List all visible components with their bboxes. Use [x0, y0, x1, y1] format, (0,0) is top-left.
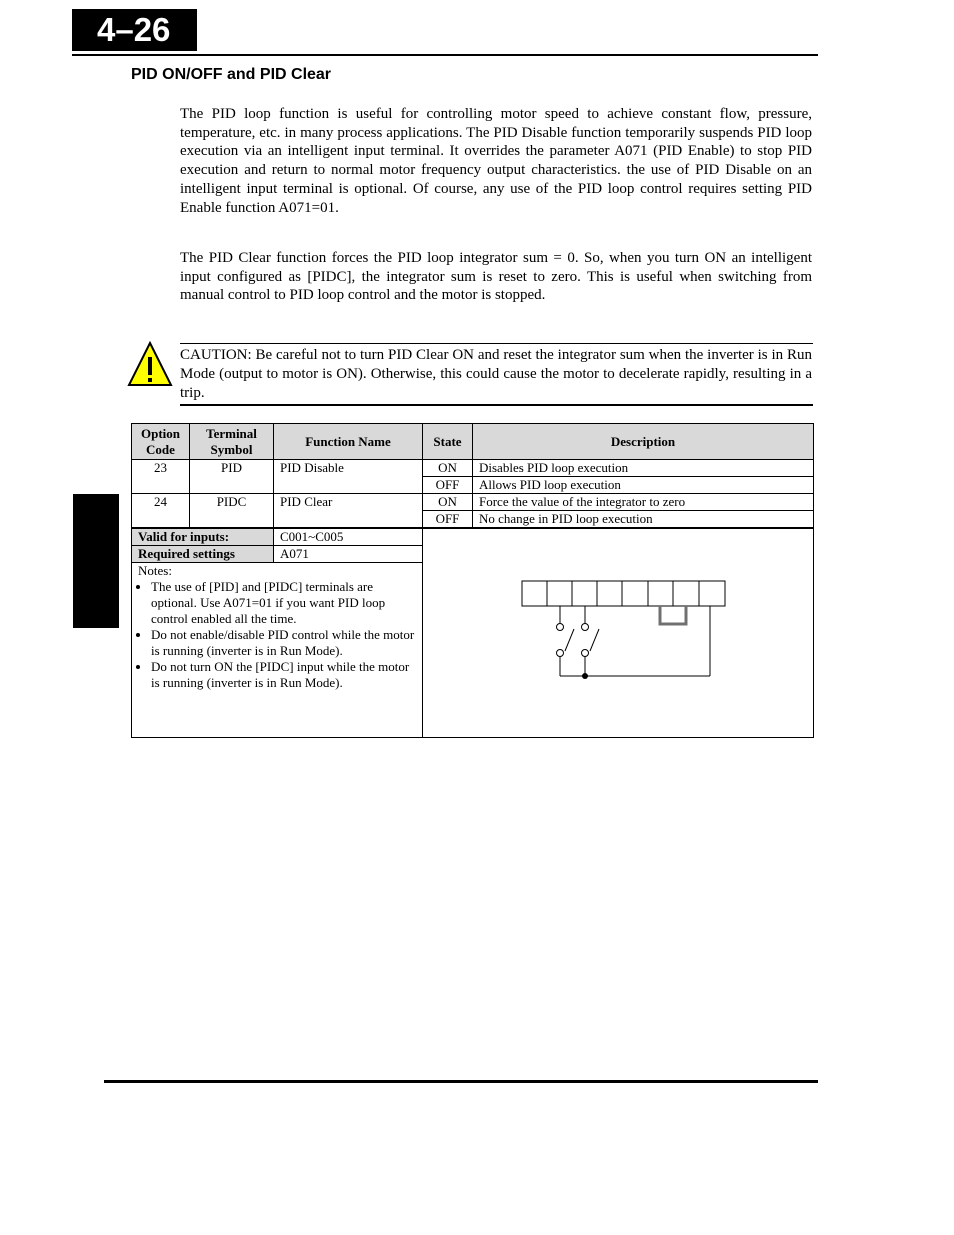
chapter-side-tab [73, 494, 119, 628]
header-terminal-symbol: Terminal Symbol [190, 424, 274, 460]
table-row [132, 460, 814, 477]
required-settings-value: A071 [274, 546, 423, 563]
option-code: 23 [132, 460, 190, 494]
header-rule [72, 54, 818, 56]
notes-label: Notes: [138, 563, 172, 578]
valid-inputs-label: Valid for inputs: [132, 528, 274, 546]
paragraph-pid-clear: The PID Clear function forces the PID loop integrator sum = 0. So, when you turn ON an intelligent input configured as [PIDC], the integrator sum is reset to zero. This is useful when switching from manual control to PID loop control and the motor is stopped. [180, 250, 812, 304]
option-table [131, 423, 814, 738]
wiring-diagram-cell [423, 528, 814, 738]
description-cell: Allows PID loop execution [473, 477, 814, 494]
caution-label: CAUTION: [180, 347, 252, 363]
state-cell: OFF [423, 511, 473, 529]
note-item: • The use of [PID] and [PIDC] terminals are optional. Use A071=01 if you want PID loop control enabled all the time. [151, 579, 416, 627]
state-cell: ON [423, 460, 473, 477]
valid-inputs-value: C001~C005 [274, 528, 423, 546]
notes-cell [132, 563, 423, 738]
caution-top-rule [180, 343, 813, 344]
notes-list [138, 579, 416, 691]
paragraph-pid-disable: The PID loop function is useful for controlling motor speed to achieve constant flow, pressure, temperature, etc. in many process applications. The PID Disable function temporarily suspends PID loop execution via an intelligent input terminal. It overrides the parameter A071 (PID Enable) to stop PID execution and return to normal motor frequency output characteristics. the use of PID Disable on an intelligent input terminal is optional. Of course, any use of the PID loop control requires setting PID Enable function A071=01. [180, 106, 812, 216]
note-item: • Do not turn ON the [PIDC] input while the motor is running (inverter is in Run Mode). [151, 659, 416, 691]
description-cell: Disables PID loop execution [473, 460, 814, 477]
required-settings-label: Required settings [132, 546, 274, 563]
page-number: 4–26 [72, 9, 197, 51]
section-title: PID ON/OFF and PID Clear [131, 66, 332, 83]
valid-inputs-row [132, 528, 814, 546]
option-code: 24 [132, 494, 190, 529]
table-row [132, 494, 814, 511]
header-state: State [423, 424, 473, 460]
caution-body: Be careful not to turn PID Clear ON and reset the integrator sum when the inverter is in Run Mode (output to motor is ON). Otherwise, this could cause the motor to decelerate rapidly, resulting in a trip. [180, 347, 812, 401]
header-option-code: Option Code [132, 424, 190, 460]
footer-rule [104, 1080, 818, 1083]
function-name: PID Disable [274, 460, 423, 494]
caution-text [180, 346, 812, 403]
warning-triangle-icon [127, 341, 173, 392]
header-function-name: Function Name [274, 424, 423, 460]
state-cell: ON [423, 494, 473, 511]
terminal-symbol: PID [190, 460, 274, 494]
note-item: • Do not enable/disable PID control while the motor is running (inverter is in Run Mode). [151, 627, 416, 659]
table-header-row [132, 424, 814, 460]
function-name: PID Clear [274, 494, 423, 529]
header-description: Description [473, 424, 814, 460]
state-cell: OFF [423, 477, 473, 494]
terminal-symbol: PIDC [190, 494, 274, 529]
terminal-wiring-diagram [429, 529, 768, 737]
description-cell: No change in PID loop execution [473, 511, 814, 529]
description-cell: Force the value of the integrator to zero [473, 494, 814, 511]
caution-bottom-rule [180, 404, 813, 406]
